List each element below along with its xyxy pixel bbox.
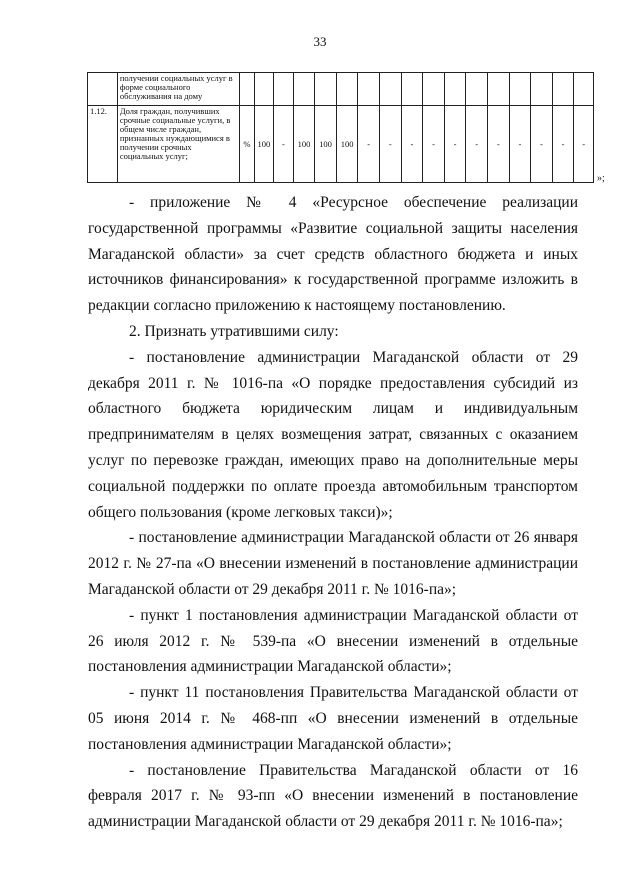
closing-quote-mark: »; [597, 173, 605, 184]
value-cell: - [423, 106, 445, 183]
value-cell: 100 [315, 106, 337, 183]
value-cell: 100 [336, 106, 358, 183]
value-cell: - [274, 106, 294, 183]
value-cell: - [380, 106, 402, 183]
value-cell: 100 [254, 106, 274, 183]
value-cell: - [509, 106, 531, 183]
value-cell: - [552, 106, 574, 183]
value-cell: - [466, 106, 488, 183]
page-number: 33 [313, 34, 327, 49]
paragraph-repeal-1016: - постановление администрации Магаданской области от 29 декабря 2011 г. № 1016-па «О порядке предоставления субсидий из областного бюджета юридическим лицам и индивидуальным предпринимателям в целях возмещения затрат, связанных с оказанием услуг по перевозке граждан, имеющих право на дополнительные меры социальной поддержки по оплате проезда автомобильным транспортом общего пользования (кроме легковых такси)»; [88, 348, 578, 521]
table-row [88, 73, 594, 106]
indicators-table [87, 72, 594, 183]
unit-cell: % [240, 106, 254, 183]
paragraph-repeal-27: - постановление администрации Магаданской области от 26 января 2012 г. № 27-па «О внесении изменений в постановление администрации Магаданской области от 29 декабря 2011 г. № 1016-па»; [88, 529, 578, 598]
value-cell: - [358, 106, 380, 183]
paragraph-repeal-468: - пункт 11 постановления Правительства Магаданской области от 05 июня 2014 г. № 468-пп «О внесении изменений в отдельные постановления администрации Магаданской области»; [88, 684, 578, 753]
indicator-name-cell: Доля граждан, получивших срочные социальные услуги, в общем числе граждан, признанных нуждающимися в получении срочных социальных услуг; [117, 106, 239, 183]
value-cell: - [531, 106, 553, 183]
body-text [88, 190, 578, 835]
value-cell: 100 [293, 106, 315, 183]
value-cell: - [401, 106, 423, 183]
paragraph-appendix-4: - приложение № 4 «Ресурсное обеспечение реализации государственной программы «Развитие социальной защиты населения Магаданской области» за счет средств областного бюджета и иных источников финансирования» к государственной программе изложить в редакции согласно приложению к настоящему постановлению. [88, 194, 578, 315]
paragraph-item-2: 2. Признать утратившими силу: [129, 322, 339, 340]
value-cell: - [574, 106, 594, 183]
row-number-cell [88, 73, 118, 106]
row-number-cell: 1.12. [88, 106, 118, 183]
indicator-name-cell: получении социальных услуг в форме социального обслуживания на дому [117, 73, 239, 106]
paragraph-repeal-93: - постановление Правительства Магаданской области от 16 февраля 2017 г. № 93-пп «О внесении изменений в постановление администрации Магаданской области от 29 декабря 2011 г. № 1016-па»; [88, 761, 578, 831]
paragraph-repeal-539: - пункт 1 постановления администрации Магаданской области от 26 июля 2012 г. № 539-па «О внесении изменений в отдельные постановления администрации Магаданской области»; [88, 606, 578, 676]
table-row [88, 106, 594, 183]
value-cell: - [444, 106, 466, 183]
value-cell: - [487, 106, 509, 183]
